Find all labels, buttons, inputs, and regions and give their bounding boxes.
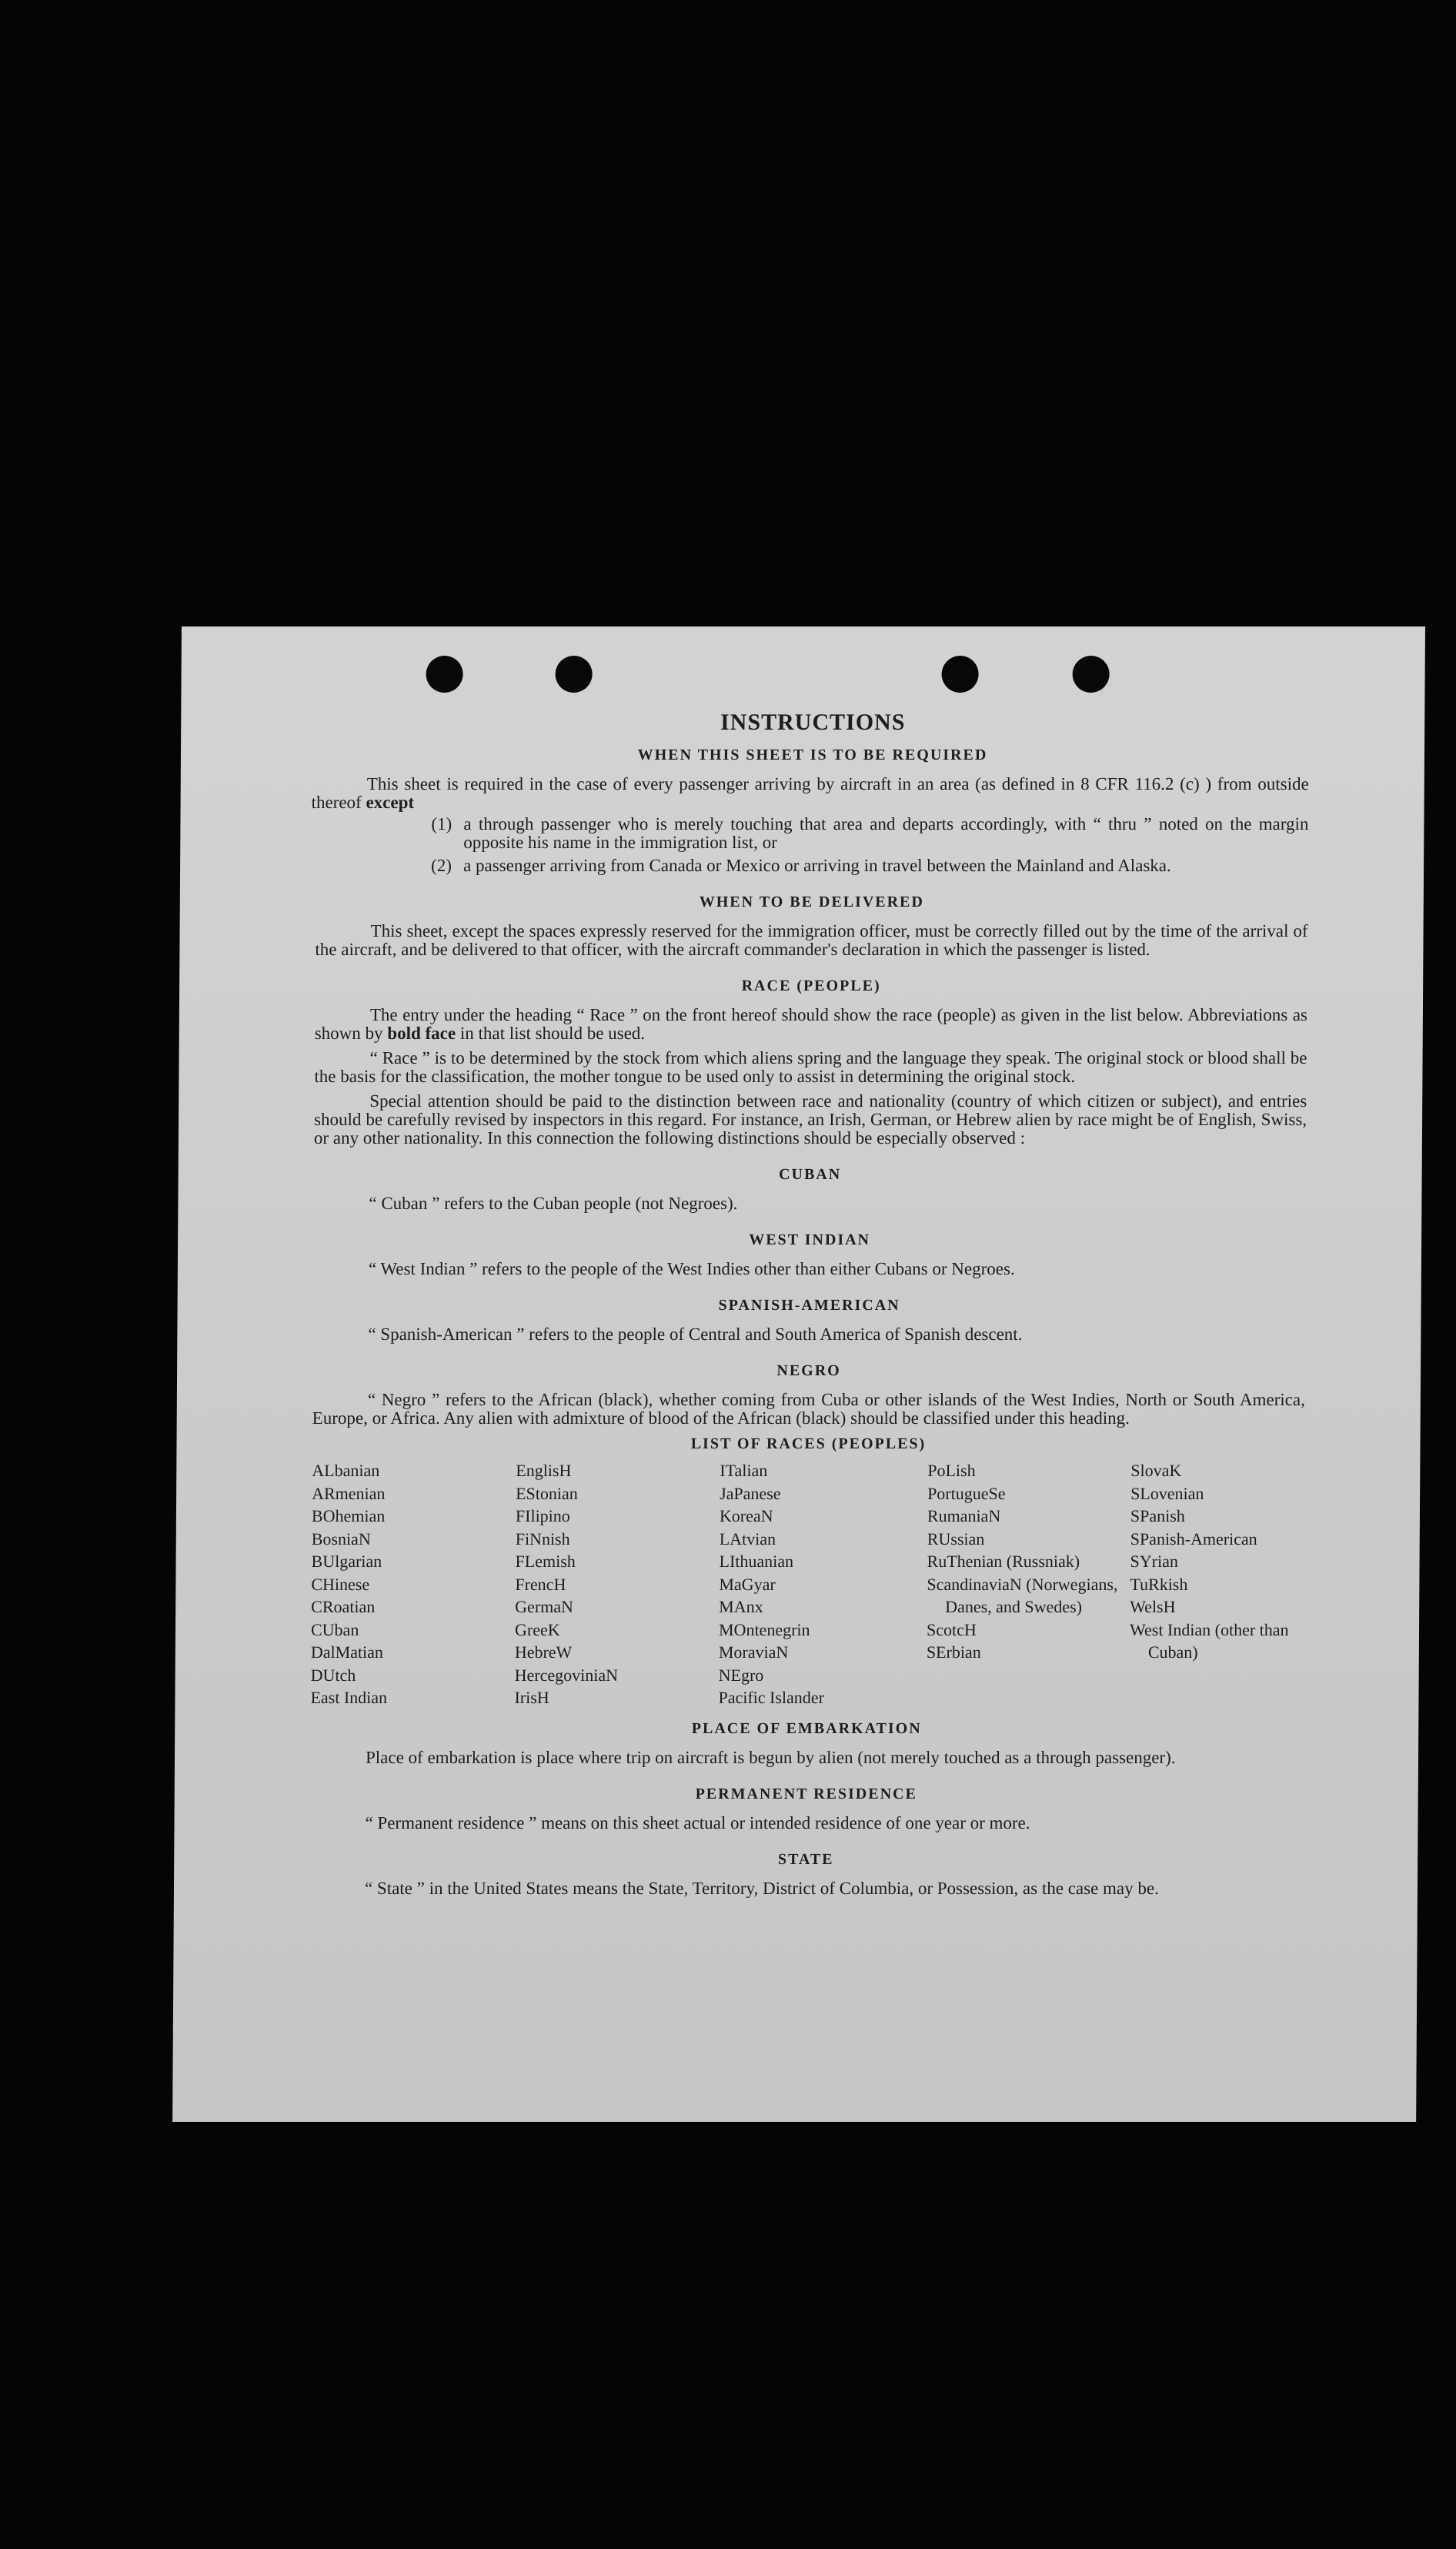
race-entry: JaPanese bbox=[720, 1483, 781, 1503]
paragraph-race-1 bbox=[315, 1006, 1307, 1043]
race-entry: SYrian bbox=[1130, 1552, 1178, 1571]
race-entry: MAnx bbox=[719, 1597, 763, 1616]
bold-except: except bbox=[366, 793, 415, 812]
heading-list-of-races: LIST OF RACES (PEOPLES) bbox=[690, 1435, 927, 1452]
paragraph-state: “ State ” in the United States means the State, Territory, District of Columbia, or Possession, as the case may be. bbox=[364, 1878, 1159, 1898]
race-entry: KoreaN bbox=[719, 1506, 773, 1525]
race-entry: HercegoviniaN bbox=[514, 1665, 619, 1685]
race-entry: CRoatian bbox=[311, 1597, 376, 1616]
exceptions-list bbox=[431, 815, 1308, 875]
text-span: The entry under the heading “ Race ” on the front hereof should show the race (people) as given in the list below. Abbreviations as shown by bbox=[314, 1005, 1307, 1043]
race-entry: GreeK bbox=[514, 1619, 560, 1639]
race-entry: BUlgarian bbox=[311, 1552, 382, 1571]
race-entry: MaGyar bbox=[719, 1574, 776, 1594]
heading-state: STATE bbox=[777, 1850, 834, 1868]
race-entry: FLemish bbox=[515, 1552, 576, 1571]
race-entry: ITalian bbox=[720, 1461, 768, 1480]
paragraph-when-delivered: This sheet, except the spaces expressly reserved for the immigration officer, must be correctly filled out by the time of the arrival of the aircraft, and be delivered to that officer, with the aircraft commander's declaration in which the passenger is listed. bbox=[315, 921, 1308, 959]
paragraph-race-3: Special attention should be paid to the distinction between race and nationality (country of which citizen or subject), and entries should be carefully revised by inspectors in this regard. For instance, an Irish, German, or Hebrew alien by race might be of English, Swiss, or any other nationality. In this connection the following distinctions should be especially observed : bbox=[313, 1091, 1307, 1148]
race-entry: EnglisH bbox=[516, 1461, 572, 1480]
bold-face: bold face bbox=[387, 1024, 456, 1043]
race-entry: PortugueSe bbox=[927, 1483, 1006, 1503]
race-entry: DUtch bbox=[310, 1665, 356, 1685]
race-entry: BosniaN bbox=[311, 1528, 371, 1548]
race-entry: FrencH bbox=[515, 1574, 566, 1594]
list-item bbox=[431, 857, 1308, 875]
heading-when-delivered: WHEN TO BE DELIVERED bbox=[699, 894, 924, 910]
paragraph-cuban: “ Cuban ” refers to the Cuban people (not Negroes). bbox=[369, 1194, 738, 1213]
heading-place-of-embarkation: PLACE OF EMBARKATION bbox=[691, 1719, 922, 1737]
races-column bbox=[1129, 1459, 1307, 1709]
race-entry: DalMatian bbox=[310, 1642, 384, 1662]
race-entry: CUban bbox=[310, 1619, 359, 1639]
item-number: (1) bbox=[431, 814, 452, 834]
heading-west-indian: WEST INDIAN bbox=[749, 1231, 871, 1248]
instruction-sheet bbox=[172, 626, 1425, 2122]
race-entry: SPanish-American bbox=[1130, 1528, 1257, 1548]
item-number: (2) bbox=[431, 856, 452, 875]
races-column bbox=[310, 1459, 516, 1709]
punch-hole bbox=[555, 656, 592, 693]
race-entry: NEgro bbox=[718, 1665, 764, 1685]
page-title: INSTRUCTIONS bbox=[720, 710, 906, 735]
race-entry: SlovaK bbox=[1130, 1461, 1182, 1480]
item-text: a passenger arriving from Canada or Mexico or arriving in travel between the Mainland and Alaska. bbox=[463, 856, 1171, 875]
race-entry: ScotcH bbox=[926, 1619, 977, 1639]
race-entry: SLovenian bbox=[1130, 1483, 1204, 1503]
race-entry: Pacific Islander bbox=[718, 1688, 825, 1707]
races-column bbox=[718, 1459, 927, 1709]
race-entry: ScandinaviaN (Norwegians, Danes, and Swedes) bbox=[927, 1574, 1118, 1616]
paragraph-west-indian: “ West Indian ” refers to the people of the West Indies other than either Cubans or Negroes. bbox=[368, 1259, 1015, 1278]
race-entry: RuThenian (Russniak) bbox=[927, 1552, 1080, 1571]
race-entry: LIthuanian bbox=[719, 1552, 794, 1571]
race-entry: MoraviaN bbox=[718, 1642, 789, 1662]
race-entry: BOhemian bbox=[311, 1506, 386, 1525]
race-entry: GermaN bbox=[515, 1597, 574, 1616]
paragraph-residence: “ Permanent residence ” means on this sheet actual or intended residence of one year or more. bbox=[365, 1812, 1030, 1832]
race-entry: SPanish bbox=[1130, 1506, 1185, 1525]
race-entry: PoLish bbox=[927, 1461, 976, 1480]
race-entry: East Indian bbox=[310, 1688, 388, 1707]
race-entry: ARmenian bbox=[312, 1483, 386, 1503]
race-entry: RumaniaN bbox=[927, 1506, 1001, 1525]
punch-hole bbox=[426, 656, 463, 693]
race-entry: ALbanian bbox=[312, 1461, 380, 1480]
race-entry: EStonian bbox=[516, 1483, 578, 1503]
race-entry: West Indian (other than Cuban) bbox=[1129, 1619, 1289, 1662]
text-span: This sheet is required in the case of every passenger arriving by aircraft in an area (as defined in 8 CFR 116.2 (c) ) from outside thereof bbox=[311, 774, 1309, 812]
race-entry: HebreW bbox=[514, 1642, 573, 1662]
race-entry: TuRkish bbox=[1130, 1574, 1188, 1594]
races-table bbox=[310, 1459, 1304, 1709]
race-entry: IrisH bbox=[514, 1688, 549, 1707]
heading-when-required: WHEN THIS SHEET IS TO BE REQUIRED bbox=[637, 747, 988, 763]
race-entry: RUssian bbox=[927, 1528, 985, 1548]
race-entry: SErbian bbox=[926, 1642, 981, 1662]
races-column bbox=[514, 1459, 720, 1709]
list-item bbox=[431, 815, 1308, 852]
race-entry: LAtvian bbox=[719, 1528, 776, 1548]
punch-hole bbox=[941, 656, 978, 693]
paragraph-spanish-american: “ Spanish-American ” refers to the people of Central and South America of Spanish descent. bbox=[368, 1325, 1023, 1344]
race-entry: WelsH bbox=[1130, 1597, 1176, 1616]
item-text: a through passenger who is merely touching that area and departs accordingly, with “ thru ” noted on the margin opposite his name in the immigration list, or bbox=[463, 814, 1309, 852]
heading-spanish-american: SPANISH-AMERICAN bbox=[718, 1297, 900, 1314]
text-span: in that list should be used. bbox=[456, 1024, 646, 1043]
paragraph-embarkation: Place of embarkation is place where trip on aircraft is begun by alien (not merely touched as a through passenger). bbox=[365, 1747, 1176, 1767]
race-entry: FIlipino bbox=[515, 1506, 570, 1525]
sheet-content bbox=[309, 710, 1309, 1898]
heading-race: RACE (PEOPLE) bbox=[741, 977, 881, 994]
paragraph-negro: “ Negro ” refers to the African (black), whether coming from Cuba or other islands of the West Indies, North or South America, Europe, or Africa. Any alien with admixture of blood of the African (black) should be classified under this heading. bbox=[312, 1390, 1305, 1428]
punch-hole bbox=[1072, 656, 1109, 693]
race-entry: MOntenegrin bbox=[718, 1619, 810, 1639]
heading-negro: NEGRO bbox=[776, 1362, 841, 1379]
heading-permanent-residence: PERMANENT RESIDENCE bbox=[695, 1785, 917, 1802]
race-entry: FiNnish bbox=[515, 1528, 570, 1548]
paragraph-race-2: “ Race ” is to be determined by the stock from which aliens spring and the language they speak. The original stock or blood shall be the basis for the classification, the mother tongue to be used only to assist in determining the original stock. bbox=[314, 1048, 1307, 1086]
race-entry: CHinese bbox=[311, 1574, 370, 1594]
paragraph-when-required bbox=[312, 775, 1309, 812]
races-column bbox=[926, 1459, 1130, 1709]
heading-cuban: CUBAN bbox=[779, 1166, 842, 1183]
